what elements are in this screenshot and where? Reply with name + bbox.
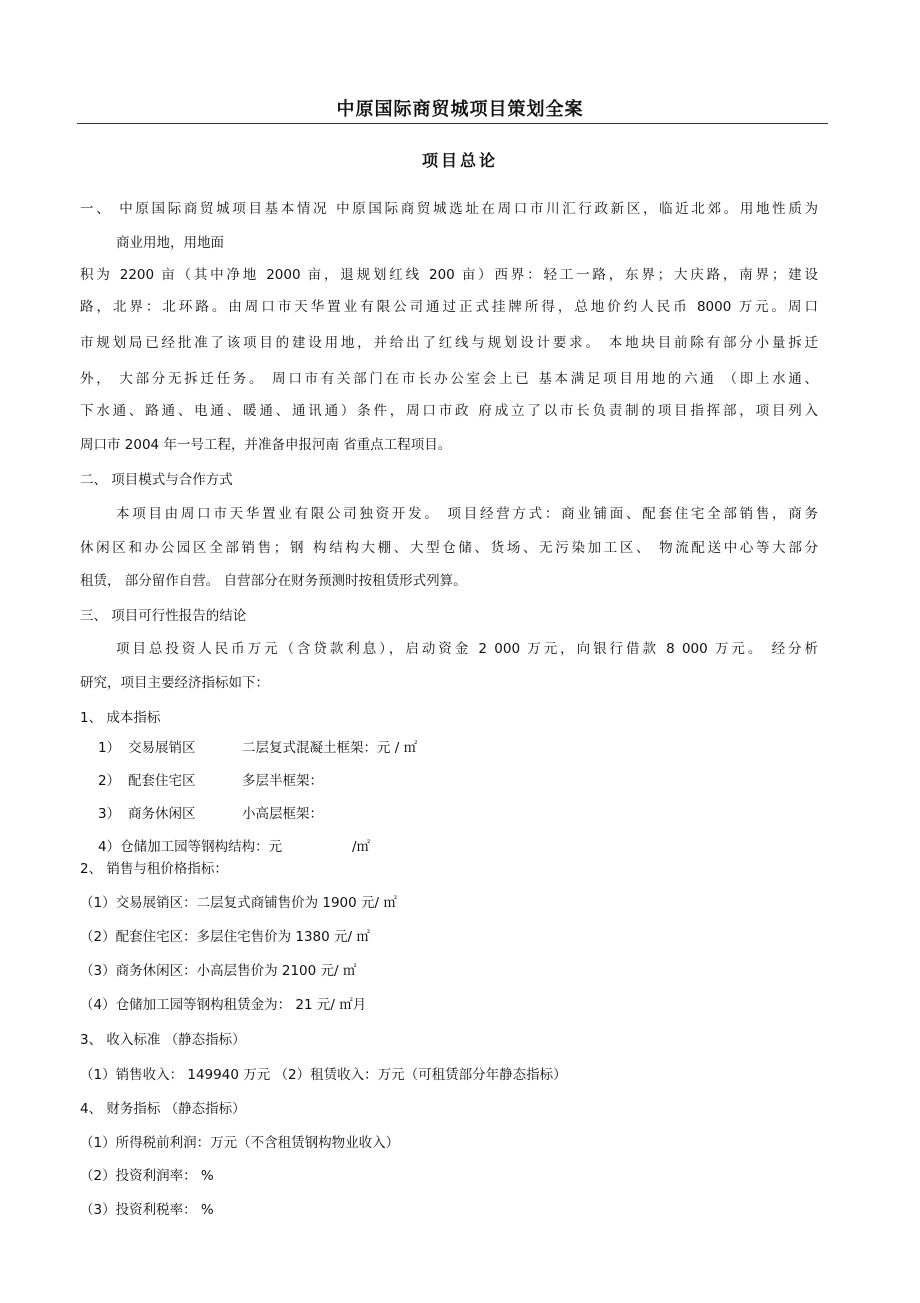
cost-item-number: 2） [98, 773, 121, 789]
section3-line2: 研究，项目主要经济指标如下： [80, 675, 269, 691]
finance-item: （2）投资利润率： % [80, 1168, 214, 1184]
cost-item-4-unit: /㎡ [352, 839, 371, 855]
cost-heading: 1、 成本指标 [80, 710, 161, 726]
section1-line1: 一、 中原国际商贸城项目基本情况 中原国际商贸城选址在周口市川汇行政新区，临近北郊。用地性质为 [80, 201, 818, 217]
section3-heading: 三、 项目可行性报告的结论 [80, 608, 247, 624]
document-title: 中原国际商贸城项目策划全案 [336, 99, 584, 120]
sales-item: （1）交易展销区：二层复式商铺售价为 1900 元/ ㎡ [80, 895, 397, 911]
cost-item-desc: 二层复式混凝土框架：元 / ㎡ [242, 740, 418, 756]
title-divider [77, 123, 828, 124]
section2-line2: 休闲区和办公园区全部销售；钢 构结构大棚、大型仓储、货场、无污染加工区、 物流配送中心等大部分 [80, 540, 818, 556]
section1-line3: 积为 2200 亩（其中净地 2000 亩，退规划红线 200 亩）西界：轻工一路，东界；大庆路，南界；建设 [80, 267, 818, 283]
cost-item-zone: 配套住宅区 [128, 773, 196, 789]
section2-line1: 本项目由周口市天华置业有限公司独资开发。 项目经营方式：商业铺面、配套住宅全部销售，商务 [116, 506, 818, 522]
sales-heading: 2、 销售与租价格指标： [80, 861, 228, 877]
finance-item: （1）所得税前利润：万元（不含租赁钢构物业收入） [80, 1135, 400, 1151]
section1-line7: 下水通、路通、电通、暖通、通讯通）条件，周口市政 府成立了以市长负责制的项目指挥部，项目列入 [80, 403, 818, 419]
section1-line6: 外， 大部分无拆迁任务。 周口市有关部门在市长办公室会上已 基本满足项目用地的六通 （即上水通、 [80, 371, 818, 387]
section1-line8: 周口市 2004 年一号工程，并准备申报河南 省重点工程项目。 [80, 437, 452, 453]
cost-item-number: 3） [98, 806, 121, 822]
income-line: （1）销售收入： 149940 万元 （2）租赁收入：万元（可租赁部分年静态指标） [80, 1067, 567, 1083]
section2-heading: 二、 项目模式与合作方式 [80, 472, 233, 488]
section3-line1: 项目总投资人民币万元（含贷款利息），启动资金 2 000 万元，向银行借款 8 000 万元。 经分析 [116, 641, 818, 657]
cost-item-zone: 商务休闲区 [128, 806, 196, 822]
cost-item-4: 4）仓储加工园等钢构结构：元 [98, 839, 283, 855]
sales-item: （4）仓储加工园等钢构租赁金为： 21 元/ ㎡月 [80, 997, 367, 1013]
income-heading: 3、 收入标准 （静态指标） [80, 1032, 246, 1048]
section1-line5: 市规划局已经批准了该项目的建设用地，并给出了红线与规划设计要求。 本地块目前除有部分小量拆迁 [80, 335, 818, 351]
section1-line2: 商业用地，用地面 [116, 235, 224, 251]
sales-item: （3）商务休闲区：小高层售价为 2100 元/ ㎡ [80, 963, 357, 979]
cost-item-desc: 小高层框架： [242, 806, 323, 822]
cost-item-number: 1） [98, 740, 121, 756]
section2-line3: 租赁， 部分留作自营。 自营部分在财务预测时按租赁形式列算。 [80, 573, 467, 589]
section-title: 项目总论 [421, 151, 498, 170]
cost-item-zone: 交易展销区 [128, 740, 196, 756]
finance-heading: 4、 财务指标 （静态指标） [80, 1101, 246, 1117]
sales-item: （2）配套住宅区：多层住宅售价为 1380 元/ ㎡ [80, 929, 370, 945]
section1-line4: 路，北界：北环路。由周口市天华置业有限公司通过正式挂牌所得，总地价约人民币 8000 万元。周口 [80, 299, 818, 315]
finance-item: （3）投资利税率： % [80, 1202, 214, 1218]
cost-item-desc: 多层半框架： [242, 773, 323, 789]
